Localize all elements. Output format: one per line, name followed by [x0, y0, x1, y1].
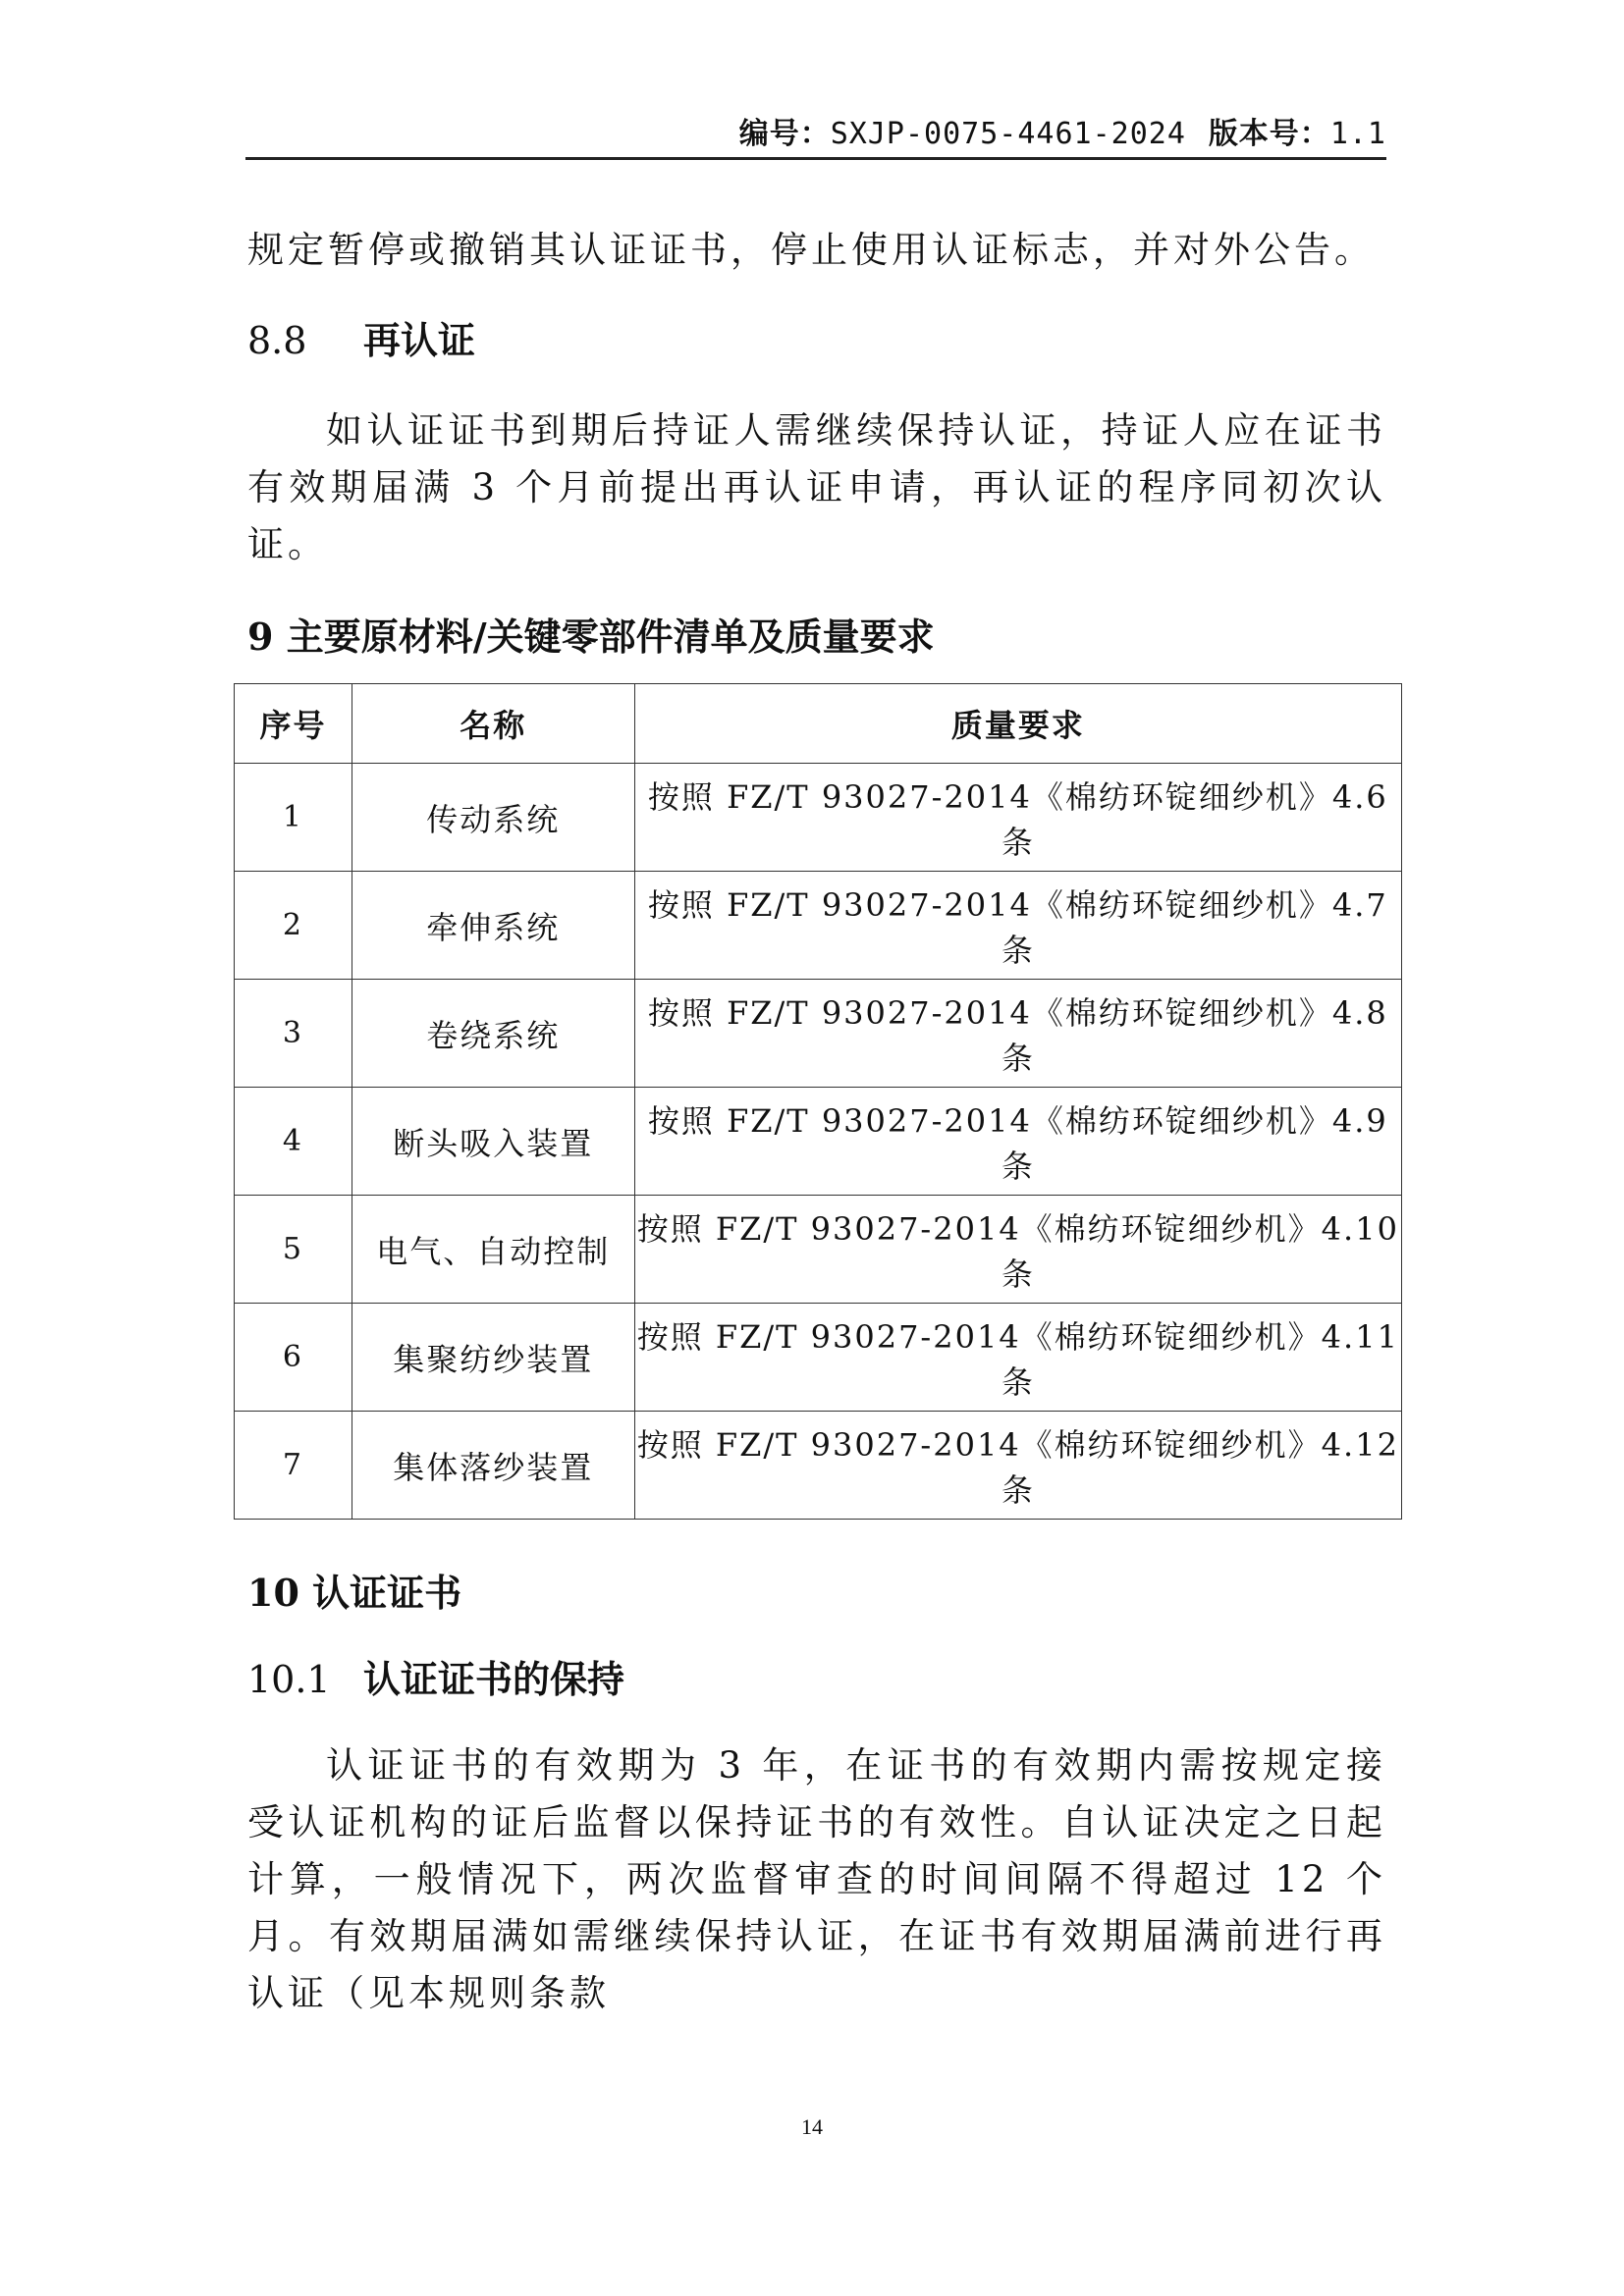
section-8-8-body: 如认证证书到期后持证人需继续保持认证，持证人应在证书有效期届满 3 个月前提出再认证申请，再认证的程序同初次认证。	[247, 409, 1386, 565]
row-name: 集聚纺纱装置	[352, 1304, 634, 1412]
code-value: SXJP-0075-4461-2024	[830, 117, 1186, 151]
row-no: 4	[235, 1088, 352, 1196]
row-requirement: 按照 FZ/T 93027-2014《棉纺环锭细纱机》4.8 条	[634, 980, 1401, 1088]
header-name: 名称	[352, 684, 634, 764]
table-row	[235, 1196, 1402, 1304]
section-8-8-heading	[247, 316, 1386, 365]
row-no: 3	[235, 980, 352, 1088]
row-requirement: 按照 FZ/T 93027-2014《棉纺环锭细纱机》4.10 条	[634, 1196, 1401, 1304]
version-value: 1.1	[1329, 117, 1386, 151]
row-name: 牵伸系统	[352, 872, 634, 980]
section-10-number: 10	[247, 1571, 299, 1615]
section-9-number: 9	[247, 614, 274, 659]
table-row	[235, 1088, 1402, 1196]
section-9-title: 主要原材料/关键零部件清单及质量要求	[286, 614, 935, 659]
section-10-title: 认证证书	[312, 1571, 462, 1615]
code-label: 编号：	[738, 117, 831, 151]
row-name: 集体落纱装置	[352, 1412, 634, 1520]
document-code	[739, 118, 1386, 151]
page-header	[245, 118, 1386, 160]
row-name: 传动系统	[352, 764, 634, 872]
row-no: 6	[235, 1304, 352, 1412]
row-requirement: 按照 FZ/T 93027-2014《棉纺环锭细纱机》4.11 条	[634, 1304, 1401, 1412]
row-name: 卷绕系统	[352, 980, 634, 1088]
row-no: 1	[235, 764, 352, 872]
row-requirement: 按照 FZ/T 93027-2014《棉纺环锭细纱机》4.7 条	[634, 872, 1401, 980]
table-row	[235, 764, 1402, 872]
table-row	[235, 872, 1402, 980]
page-number: 14	[801, 2114, 823, 2139]
table-header-row	[235, 684, 1402, 764]
materials-table	[234, 683, 1402, 1520]
row-no: 2	[235, 872, 352, 980]
section-10-1-title: 认证证书的保持	[363, 1657, 625, 1701]
section-8-8-title: 再认证	[363, 318, 476, 362]
row-name: 断头吸入装置	[352, 1088, 634, 1196]
table-row	[235, 980, 1402, 1088]
table-row	[235, 1412, 1402, 1520]
row-no: 5	[235, 1196, 352, 1304]
section-10-1-body: 认证证书的有效期为 3 年，在证书的有效期内需按规定接受认证机构的证后监督以保持证书的有效性。自认证决定之日起计算，一般情况下，两次监督审查的时间间隔不得超过 12 个月。有效期届满如需继续保持认证，在证书有效期届满前进行再认证（见本规则条款	[247, 1744, 1386, 2014]
row-requirement: 按照 FZ/T 93027-2014《棉纺环锭细纱机》4.12 条	[634, 1412, 1401, 1520]
version-label: 版本号：	[1208, 117, 1330, 151]
section-10-1-heading	[247, 1655, 1386, 1704]
row-requirement: 按照 FZ/T 93027-2014《棉纺环锭细纱机》4.6 条	[634, 764, 1401, 872]
section-10-1-number: 10.1	[247, 1658, 331, 1701]
row-requirement: 按照 FZ/T 93027-2014《棉纺环锭细纱机》4.9 条	[634, 1088, 1401, 1196]
paragraph-top: 规定暂停或撤销其认证证书，停止使用认证标志，并对外公告。	[247, 229, 1375, 271]
row-no: 7	[235, 1412, 352, 1520]
section-9-heading	[247, 613, 1386, 662]
header-requirement: 质量要求	[634, 684, 1401, 764]
row-name: 电气、自动控制	[352, 1196, 634, 1304]
header-no: 序号	[235, 684, 352, 764]
page-content	[247, 206, 1399, 2022]
table-row	[235, 1304, 1402, 1412]
section-8-8-number: 8.8	[247, 319, 307, 362]
section-10-heading	[247, 1569, 1386, 1618]
